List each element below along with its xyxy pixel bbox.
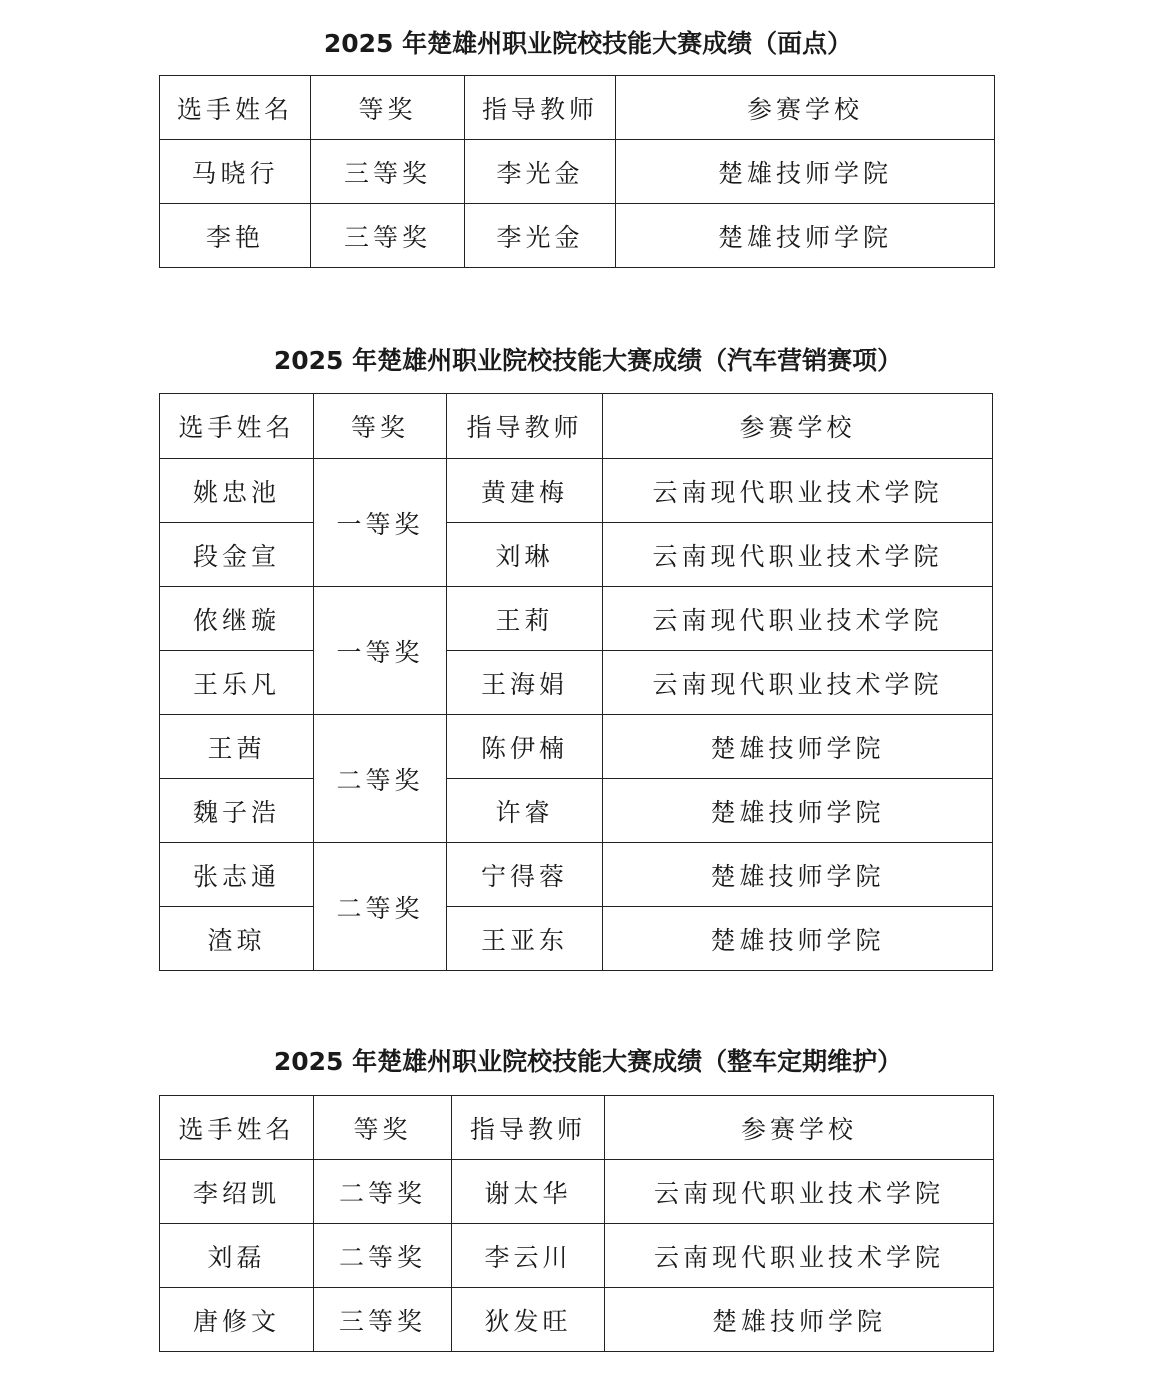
school-name: 楚雄技师学院 (616, 204, 995, 268)
award-level: 二等奖 (314, 1224, 452, 1288)
contestant-name: 张志通 (160, 843, 314, 907)
header-instructor: 指导教师 (465, 76, 616, 140)
header-school: 参赛学校 (605, 1096, 994, 1160)
school-name: 云南现代职业技术学院 (605, 1160, 994, 1224)
instructor-name: 李云川 (452, 1224, 605, 1288)
award-level: 二等奖 (314, 843, 447, 971)
contestant-name: 李绍凯 (160, 1160, 314, 1224)
instructor-name: 狄发旺 (452, 1288, 605, 1352)
award-level: 三等奖 (311, 204, 465, 268)
school-name: 楚雄技师学院 (603, 715, 993, 779)
school-name: 云南现代职业技术学院 (605, 1224, 994, 1288)
school-name: 楚雄技师学院 (603, 843, 993, 907)
header-award: 等奖 (314, 394, 447, 459)
contestant-name: 刘磊 (160, 1224, 314, 1288)
header-award: 等奖 (314, 1096, 452, 1160)
award-level: 二等奖 (314, 715, 447, 843)
header-contestant-name: 选手姓名 (160, 1096, 314, 1160)
table-row (160, 523, 993, 587)
table-row (160, 140, 995, 204)
award-level: 三等奖 (311, 140, 465, 204)
table-row (160, 459, 993, 523)
table-row (160, 715, 993, 779)
school-name: 云南现代职业技术学院 (603, 459, 993, 523)
instructor-name: 李光金 (465, 140, 616, 204)
instructor-name: 王海娟 (447, 651, 603, 715)
award-level: 一等奖 (314, 459, 447, 587)
table-row (160, 1160, 994, 1224)
instructor-name: 王莉 (447, 587, 603, 651)
results-table-pastry (159, 75, 995, 268)
school-name: 楚雄技师学院 (603, 779, 993, 843)
contestant-name: 段金宣 (160, 523, 314, 587)
school-name: 云南现代职业技术学院 (603, 523, 993, 587)
instructor-name: 许睿 (447, 779, 603, 843)
contestant-name: 王乐凡 (160, 651, 314, 715)
results-table-auto-marketing (159, 393, 993, 971)
table-row (160, 651, 993, 715)
contestant-name: 唐修文 (160, 1288, 314, 1352)
instructor-name: 宁得蓉 (447, 843, 603, 907)
header-contestant-name: 选手姓名 (160, 394, 314, 459)
table-row (160, 1288, 994, 1352)
instructor-name: 谢太华 (452, 1160, 605, 1224)
contestant-name: 马晓行 (160, 140, 311, 204)
table-row (160, 1224, 994, 1288)
instructor-name: 陈伊楠 (447, 715, 603, 779)
school-name: 楚雄技师学院 (605, 1288, 994, 1352)
header-school: 参赛学校 (603, 394, 993, 459)
table-row (160, 204, 995, 268)
school-name: 楚雄技师学院 (616, 140, 995, 204)
instructor-name: 黄建梅 (447, 459, 603, 523)
section-title-vehicle-maintenance: 2025 年楚雄州职业院校技能大赛成绩（整车定期维护） (273, 1047, 903, 1076)
section-title-auto-marketing: 2025 年楚雄州职业院校技能大赛成绩（汽车营销赛项） (273, 346, 903, 375)
table-header-row (160, 1096, 994, 1160)
instructor-name: 刘琳 (447, 523, 603, 587)
header-award: 等奖 (311, 76, 465, 140)
header-contestant-name: 选手姓名 (160, 76, 311, 140)
instructor-name: 李光金 (465, 204, 616, 268)
school-name: 云南现代职业技术学院 (603, 651, 993, 715)
school-name: 云南现代职业技术学院 (603, 587, 993, 651)
award-level: 三等奖 (314, 1288, 452, 1352)
contestant-name: 王茜 (160, 715, 314, 779)
award-level: 二等奖 (314, 1160, 452, 1224)
contestant-name: 渣琼 (160, 907, 314, 971)
contestant-name: 李艳 (160, 204, 311, 268)
contestant-name: 侬继璇 (160, 587, 314, 651)
table-header-row (160, 394, 993, 459)
header-school: 参赛学校 (616, 76, 995, 140)
section-title-pastry: 2025 年楚雄州职业院校技能大赛成绩（面点） (323, 29, 853, 58)
contestant-name: 姚忠池 (160, 459, 314, 523)
header-instructor: 指导教师 (452, 1096, 605, 1160)
table-row (160, 587, 993, 651)
header-instructor: 指导教师 (447, 394, 603, 459)
table-row (160, 779, 993, 843)
award-level: 一等奖 (314, 587, 447, 715)
contestant-name: 魏子浩 (160, 779, 314, 843)
table-row (160, 907, 993, 971)
instructor-name: 王亚东 (447, 907, 603, 971)
table-header-row (160, 76, 995, 140)
table-row (160, 843, 993, 907)
results-table-vehicle-maintenance (159, 1095, 994, 1352)
school-name: 楚雄技师学院 (603, 907, 993, 971)
